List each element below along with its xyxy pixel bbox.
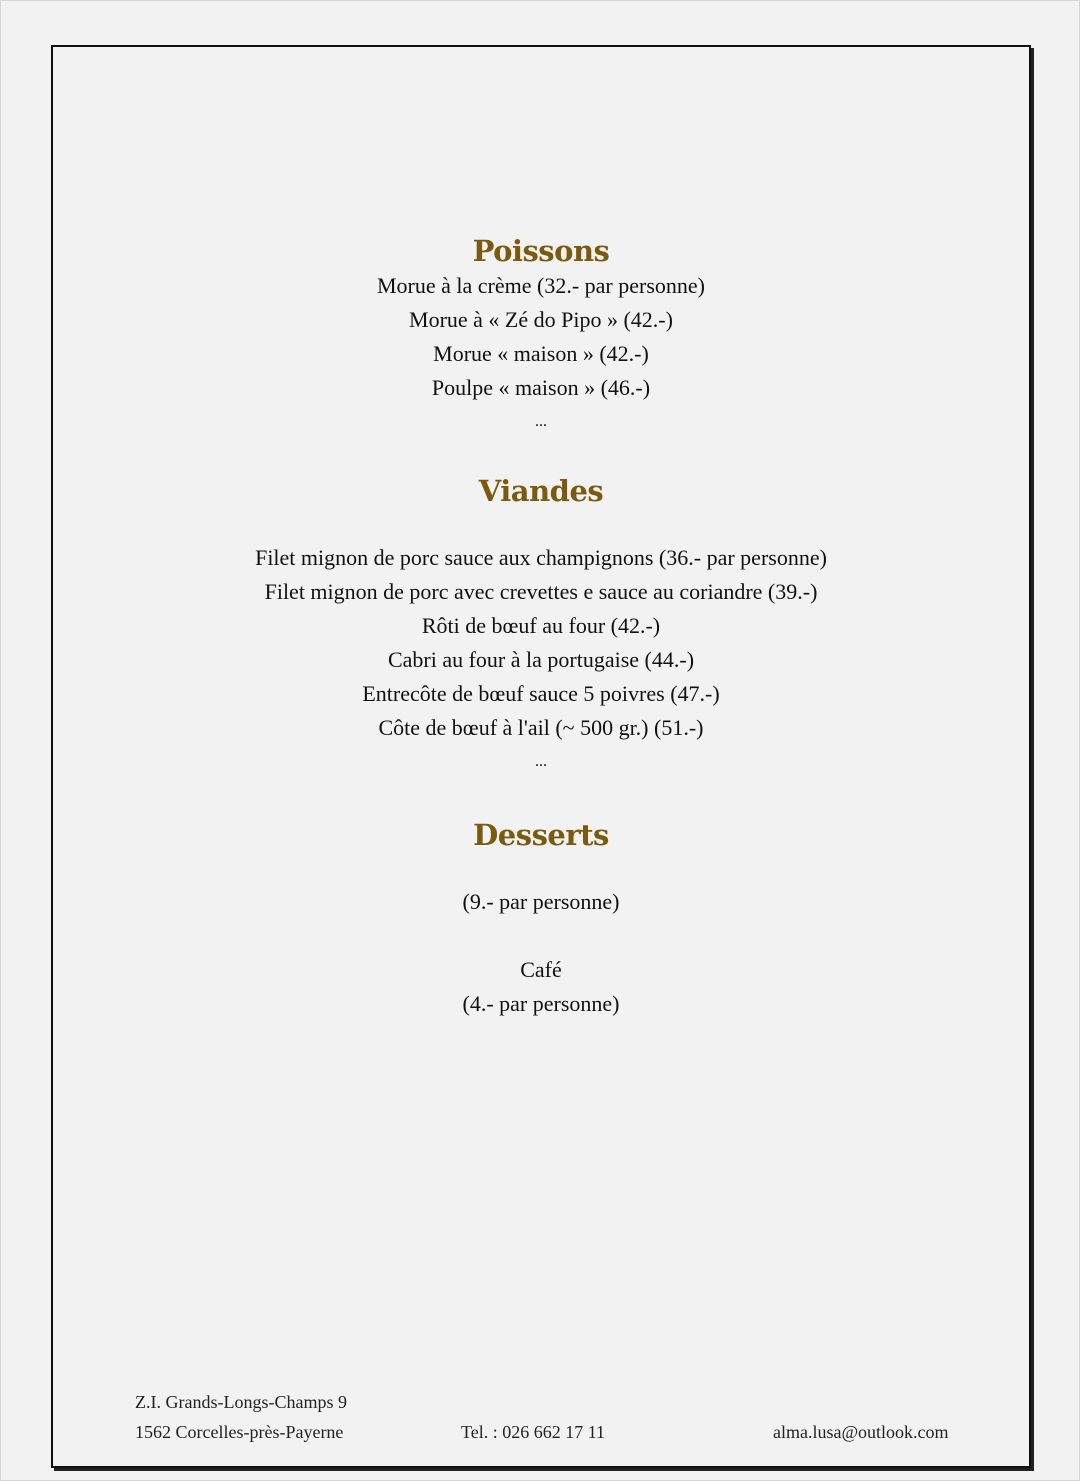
section-title-desserts: Desserts	[473, 818, 609, 852]
section-viandes	[53, 473, 1029, 779]
address-line-1: Z.I. Grands-Longs-Champs 9	[135, 1392, 347, 1412]
ellipsis: ...	[535, 413, 547, 430]
menu-item: Morue à « Zé do Pipo » (42.-)	[409, 307, 673, 332]
footer-email: alma.lusa@outlook.com	[773, 1422, 949, 1442]
menu-item: Poulpe « maison » (46.-)	[431, 375, 651, 400]
section-title-poissons: Poissons	[472, 234, 610, 268]
footer-phone: Tel. : 026 662 17 11	[461, 1422, 606, 1442]
menu-item: Côte de bœuf à l'ail (~ 500 gr.) (51.-)	[378, 715, 704, 740]
footer-address	[135, 1387, 347, 1447]
desserts-price: (9.- par personne)	[462, 889, 620, 914]
cafe-price: (4.- par personne)	[462, 991, 620, 1016]
cafe-label: Café	[520, 957, 562, 982]
menu-item: Rôti de bœuf au four (42.-)	[421, 613, 661, 638]
menu-item: Morue à la crème (32.- par personne)	[376, 273, 705, 298]
menu-item: Cabri au four à la portugaise (44.-)	[387, 647, 695, 672]
section-desserts	[53, 817, 1029, 1021]
section-title-viandes: Viandes	[478, 474, 604, 508]
address-line-2: 1562 Corcelles-près-Payerne	[135, 1422, 344, 1442]
menu-item: Filet mignon de porc sauce aux champignons (36.- par personne)	[255, 545, 827, 570]
menu-item: Filet mignon de porc avec crevettes e sauce au coriandre (39.-)	[264, 579, 818, 604]
menu-item: Morue « maison » (42.-)	[433, 341, 649, 366]
menu-page	[51, 45, 1031, 1468]
section-poissons	[53, 233, 1029, 439]
menu-item: Entrecôte de bœuf sauce 5 poivres (47.-)	[362, 681, 720, 706]
ellipsis: ...	[535, 753, 547, 770]
